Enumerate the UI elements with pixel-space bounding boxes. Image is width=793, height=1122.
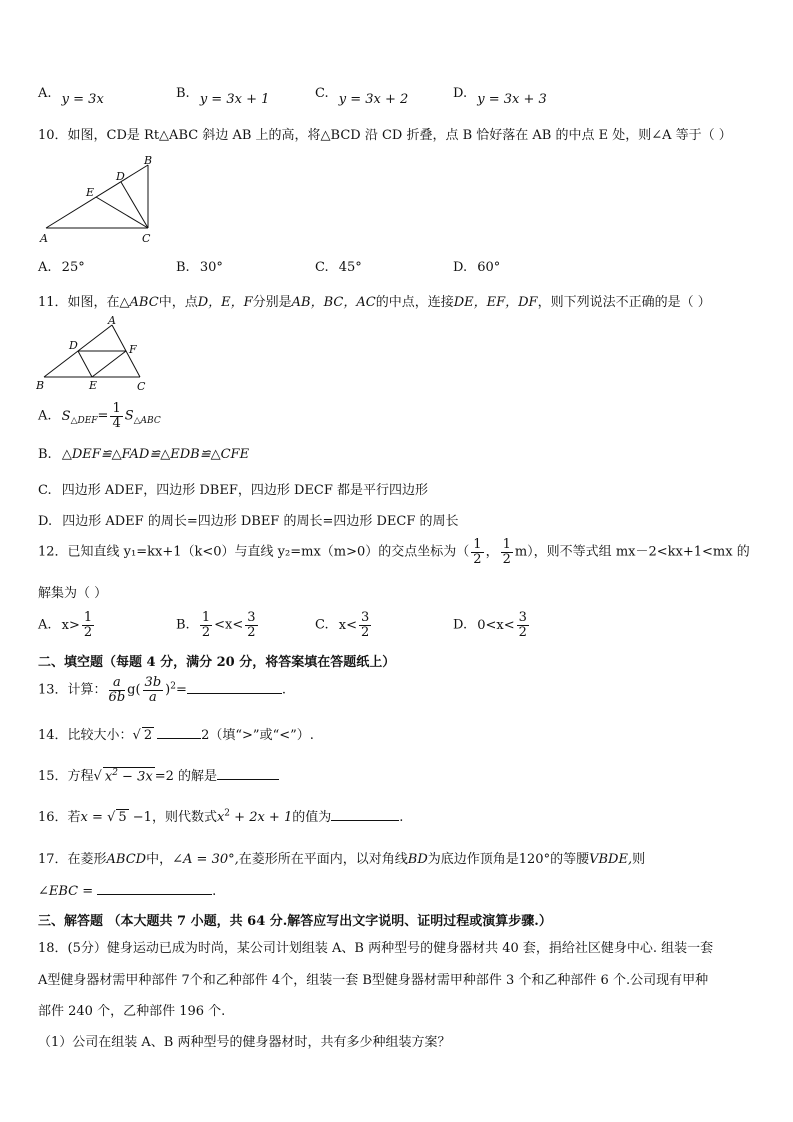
- option-letter: D.: [453, 260, 468, 275]
- radicand: [103, 767, 155, 784]
- sqrt-value: 2: [143, 728, 153, 743]
- label-d: D: [69, 339, 78, 352]
- fraction: [471, 538, 483, 566]
- numerator: 3: [518, 610, 527, 625]
- denominator: 2: [518, 624, 527, 640]
- separator: ，: [485, 544, 499, 560]
- side-names: AB，BC，AC: [291, 295, 376, 310]
- q11-question-text: [38, 291, 711, 310]
- period: .: [281, 682, 286, 698]
- q13-question: [38, 676, 286, 704]
- question-label: 16．若: [38, 810, 81, 825]
- q10-figure: [38, 150, 168, 245]
- option-letter: C.: [315, 617, 329, 633]
- equals: =: [87, 810, 108, 825]
- option-letter: D.: [453, 617, 468, 633]
- sqrt-sign: √: [93, 769, 102, 784]
- text-part: 的中点，连接: [375, 295, 454, 310]
- fraction: [501, 538, 513, 566]
- angle-expr: ∠A = 30°,: [172, 852, 239, 867]
- option-letter: A.: [38, 260, 52, 275]
- label-e: E: [89, 379, 98, 392]
- area-symbol: S: [61, 408, 71, 424]
- option-text: 0<x<: [477, 617, 515, 633]
- denominator: 6b: [108, 689, 126, 705]
- denominator: a: [148, 689, 157, 705]
- numerator: 1: [473, 537, 482, 552]
- label-c: C: [142, 232, 151, 245]
- q9-option-a: [38, 86, 104, 107]
- option-text: <x<: [214, 617, 244, 633]
- question-text: =2 的解是: [154, 769, 217, 784]
- radicand-rest: − 3x: [117, 769, 153, 784]
- q9-option-c: [315, 86, 409, 107]
- q12-option-c: [315, 611, 373, 639]
- q16-question: [38, 806, 403, 825]
- numerator: 1: [201, 610, 211, 625]
- option-value: 25°: [61, 260, 85, 275]
- option-letter: C.: [315, 260, 329, 275]
- text-part: 17．在菱形: [38, 852, 107, 867]
- angle-value: 120°: [518, 852, 551, 867]
- fraction: [109, 676, 126, 704]
- q12-option-d: [453, 611, 531, 639]
- q18-line1: 18．(5分）健身运动已成为时尚，某公司计划组装 A、B 两种型号的健身器材共 40 套，捐给社区健身中心. 组装一套: [38, 941, 714, 956]
- shape-name: ABCD: [106, 852, 147, 867]
- equals: =: [97, 408, 109, 424]
- text-part: 的等腰: [550, 852, 590, 867]
- section2-title: 二、填空题（每题 4 分，满分 20 分，将答案填在答题纸上）: [38, 655, 396, 670]
- poly-rest: + 2x + 1: [230, 810, 293, 825]
- answer-blank[interactable]: [187, 693, 282, 694]
- question-label: 15．方程: [38, 769, 94, 784]
- triangle-name: VBDE,: [589, 852, 633, 867]
- option-letter: C.: [38, 483, 52, 498]
- fraction: [245, 611, 257, 639]
- option-value: 60°: [477, 260, 501, 275]
- label-b: B: [36, 379, 45, 392]
- q9-option-b: [176, 86, 270, 107]
- q17-question-line2: [38, 884, 216, 899]
- option-value: 30°: [199, 260, 223, 275]
- option-letter: A.: [38, 617, 52, 633]
- answer-blank[interactable]: [97, 894, 212, 895]
- option-letter: A.: [38, 408, 52, 424]
- text-part: 11．如图，在△: [38, 295, 130, 310]
- q18-line3: 部件 240 个，乙种部件 196 个.: [38, 1004, 226, 1019]
- denominator: 2: [201, 624, 211, 640]
- text-part: m），则不等式组 mx－2<kx+1<mx 的: [514, 544, 750, 560]
- numerator: 3: [247, 610, 256, 625]
- denominator: 2: [83, 624, 93, 640]
- variable: x: [216, 810, 225, 825]
- point-names: D，E，F: [197, 295, 253, 310]
- exponent: 2: [170, 681, 176, 692]
- question-label: 13．计算：: [38, 682, 107, 698]
- q12-option-b: [176, 611, 260, 639]
- label-f: F: [129, 343, 137, 356]
- q10-option-c: [315, 260, 362, 275]
- segment-de: [78, 351, 92, 377]
- q9-option-d: [453, 86, 547, 107]
- triangle-name: ABC: [129, 295, 159, 310]
- option-text: x<: [338, 617, 357, 633]
- option-text: 四边形 ADEF，四边形 DBEF，四边形 DECF 都是平行四边形: [61, 483, 428, 498]
- text-part: 为底边作顶角是: [427, 852, 519, 867]
- expr-rest: −1: [128, 810, 152, 825]
- fraction: [200, 611, 212, 639]
- variable: x: [80, 810, 88, 825]
- denominator: 4: [112, 415, 121, 431]
- text-part: 12．已知直线 y₁=kx+1（k<0）与直线 y₂=mx（m>0）的交点坐标为（: [38, 544, 470, 560]
- answer-blank[interactable]: [217, 779, 279, 780]
- period: .: [399, 810, 404, 825]
- option-expr: y = 3x + 1: [199, 92, 270, 107]
- section3-title: 三、解答题 （本大题共 7 小题，共 64 分.解答应写出文字说明、证明过程或演算步骤.）: [38, 914, 552, 929]
- option-text: 四边形 ADEF 的周长=四边形 DBEF 的周长=四边形 DECF 的周长: [62, 514, 459, 529]
- label-e: E: [86, 186, 95, 199]
- label-c: C: [137, 380, 146, 393]
- question-text: ，则代数式: [151, 810, 217, 825]
- q17-question-line1: [38, 848, 645, 867]
- fraction: [82, 611, 94, 639]
- denominator: 2: [361, 624, 370, 640]
- option-expr: y = 3x: [61, 92, 104, 107]
- answer-blank[interactable]: [157, 738, 201, 739]
- fraction: [359, 611, 371, 639]
- operator: g(: [127, 682, 141, 698]
- option-letter: D.: [38, 514, 53, 529]
- exponent: 2: [224, 808, 231, 819]
- option-letter: B.: [38, 447, 52, 462]
- q11-figure: [36, 315, 156, 395]
- period: .: [212, 884, 217, 899]
- text-part: 分别是: [252, 295, 292, 310]
- question-text: 的值为: [292, 810, 332, 825]
- q18-subquestion-1: （1）公司在组装 A、B 两种型号的健身器材时，共有多少种组装方案？: [38, 1035, 451, 1050]
- answer-blank[interactable]: [331, 820, 399, 821]
- text-part: 在菱形所在平面内，以对角线: [238, 852, 408, 867]
- segment-ec: [96, 197, 148, 228]
- q11-option-b: [38, 447, 249, 462]
- q10-question-text: 10．如图，CD是 Rt△ABC 斜边 AB 上的高，将△BCD 沿 CD 折叠，点 B 恰好落在 AB 的中点 E 处，则∠A 等于（ ）: [38, 128, 732, 143]
- q10-option-b: [176, 260, 223, 275]
- option-letter: B.: [176, 617, 190, 633]
- option-letter: B.: [176, 86, 190, 101]
- option-letter: B.: [176, 260, 190, 275]
- label-b: B: [144, 154, 153, 167]
- segment-dc: [121, 182, 148, 228]
- label-d: D: [116, 170, 125, 183]
- q11-option-a: [38, 402, 161, 430]
- question-label: 14．比较大小：: [38, 728, 133, 743]
- label-a: A: [40, 232, 48, 245]
- option-value: 45°: [338, 260, 362, 275]
- q11-option-d: [38, 510, 459, 529]
- segment-ef: [92, 351, 126, 377]
- q15-question: [38, 765, 279, 784]
- sqrt-value: 5: [118, 810, 127, 825]
- radicand-var: x: [104, 769, 113, 784]
- fraction: [517, 611, 529, 639]
- numerator: 3b: [144, 675, 162, 690]
- option-expr: y = 3x + 2: [338, 92, 409, 107]
- segment-names: DE，EF，DF: [453, 295, 538, 310]
- text-part: 中，: [146, 852, 173, 867]
- q14-question: [38, 724, 314, 743]
- q10-option-a: [38, 260, 85, 275]
- equals: =: [175, 682, 187, 698]
- option-letter: A.: [38, 86, 52, 101]
- area-subscript: △DEF: [70, 416, 98, 427]
- angle-expr: ∠EBC =: [38, 884, 94, 899]
- denominator: 2: [473, 551, 482, 567]
- denominator: 2: [247, 624, 256, 640]
- q12-question-line1: [38, 538, 750, 566]
- option-text: △DEF≌△FAD≌△EDB≌△CFE: [61, 447, 250, 462]
- text-part: 则: [632, 852, 646, 867]
- option-letter: D.: [453, 86, 468, 101]
- area-symbol: S: [124, 408, 134, 424]
- option-text: x>: [61, 617, 80, 633]
- numerator: 3: [361, 610, 370, 625]
- area-subscript: △ABC: [133, 416, 161, 427]
- sqrt-sign: √: [132, 728, 141, 743]
- numerator: 1: [502, 537, 511, 552]
- numerator: a: [109, 676, 126, 691]
- numerator: 1: [83, 610, 93, 625]
- diagonal-name: BD: [407, 852, 428, 867]
- fraction: [143, 676, 164, 704]
- option-letter: C.: [315, 86, 329, 101]
- text-part: 中，点: [158, 295, 198, 310]
- exponent: 2: [112, 767, 118, 778]
- q11-option-c: [38, 479, 428, 498]
- q18-line2: A型健身器材需甲种部件 7个和乙种部件 4个，组装一套 B型健身器材需甲种部件 3 个和乙种部件 6 个.公司现有甲种: [38, 973, 709, 988]
- question-text: 2（填“>”或“<”）.: [201, 728, 314, 743]
- numerator: 1: [112, 401, 121, 416]
- denominator: 2: [502, 551, 511, 567]
- q10-option-d: [453, 260, 500, 275]
- sqrt-sign: √: [107, 810, 116, 825]
- q12-option-a: [38, 611, 96, 639]
- option-expr: y = 3x + 3: [477, 92, 547, 107]
- paren: ): [165, 682, 171, 698]
- q12-question-line2: 解集为（ ）: [38, 586, 108, 601]
- label-a: A: [108, 315, 116, 327]
- text-part: ，则下列说法不正确的是（ ）: [537, 295, 711, 310]
- fraction: [110, 402, 122, 430]
